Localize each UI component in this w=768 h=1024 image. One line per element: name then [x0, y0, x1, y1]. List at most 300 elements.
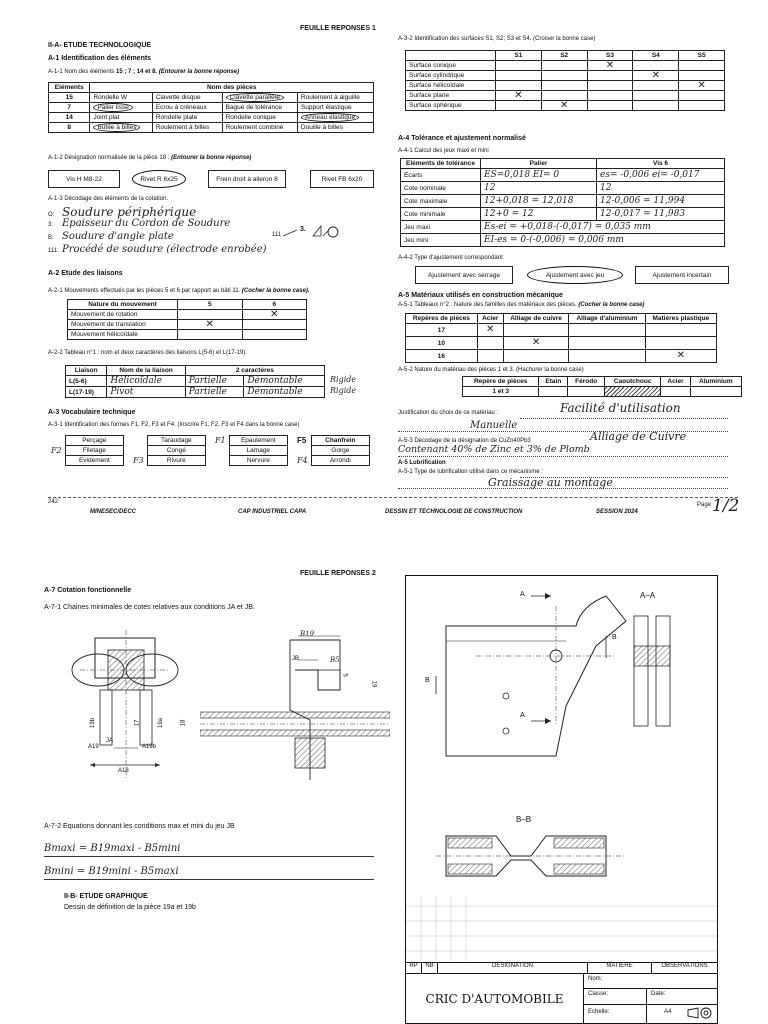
tb-rule-v [646, 988, 647, 1024]
tolerance-answer: ES=0,018 EI= 0 [484, 170, 560, 180]
projection-symbol-icon [686, 1006, 714, 1020]
check-cell[interactable] [569, 337, 645, 350]
table-row [406, 71, 725, 81]
form-answer-cell[interactable] [212, 446, 229, 456]
table-row [48, 446, 124, 456]
form-label: Rivure [147, 456, 205, 466]
palier-cell[interactable] [481, 182, 597, 195]
table-row [130, 456, 206, 466]
check-cell[interactable]: ✕ [477, 324, 503, 337]
col-noms: Nom des pièces [90, 83, 374, 93]
form-label: Nervure [229, 456, 287, 466]
tb-nom: Nom: [588, 976, 603, 982]
form-group-table [48, 435, 124, 466]
lbl-19: 19 [370, 680, 377, 688]
part-name: Roulement à aiguille [300, 94, 360, 101]
table-row [49, 113, 374, 123]
element-number: 14 [49, 113, 90, 123]
liaison-answer: Partielle [188, 376, 227, 386]
check-cell[interactable] [178, 310, 243, 320]
tb-rp: RP [406, 963, 422, 973]
part-name: Douille à billes [300, 124, 343, 131]
decode-marker: O: [48, 212, 55, 218]
footer-exam: CAP INDUSTRIEL CAPA [238, 509, 307, 515]
lbl-b19: B19 [300, 630, 315, 638]
check-cell[interactable] [477, 337, 503, 350]
part-drawing [406, 576, 717, 961]
form-answer-cell[interactable] [48, 436, 65, 446]
check-cell[interactable] [503, 350, 569, 363]
a5-heading: A-5 Matériaux utilisés en construction mécanique [398, 292, 563, 299]
form-answer: F5 [297, 436, 307, 445]
lbl-jb: JB [292, 656, 300, 662]
a32-question: A-3-2 Identification des surfaces S1, S2, S3 et S4. (Croiser la bonne case) [398, 36, 596, 42]
check-cell[interactable] [496, 101, 542, 111]
a72-question: A-7-2 Equations donnant les conditions max et mini du jeu JB [44, 823, 235, 830]
check-cell[interactable] [633, 91, 679, 101]
jeu-answer-cell[interactable] [481, 221, 725, 234]
form-label: Chanfrein [311, 436, 369, 446]
table-row [406, 81, 725, 91]
form-label: Filetage [65, 446, 123, 456]
a13-symbol-111: 111 [272, 232, 282, 238]
check-cell[interactable]: ✕ [496, 91, 542, 101]
liaison-answer: Hélicoïdale [110, 376, 162, 386]
tb-nb: NB [422, 963, 438, 973]
vis-cell[interactable] [597, 195, 725, 208]
part-ref: 1 et 3 [463, 387, 539, 397]
part-name-cell[interactable] [222, 123, 297, 133]
tolerance-label: Jeu maxi [401, 221, 481, 234]
form-answer-cell[interactable] [212, 456, 229, 466]
table-row [48, 436, 124, 446]
lbl-19a: 19a [158, 717, 165, 729]
check-cell[interactable] [679, 101, 725, 111]
tb-format: A4 [664, 1009, 672, 1015]
table-row [406, 350, 717, 363]
a52-table [462, 376, 742, 397]
a12-options [48, 170, 374, 188]
table-row [406, 337, 717, 350]
column-header [406, 51, 496, 61]
tb-classe: Classe: [588, 991, 609, 997]
designation-option[interactable]: Rivet FB 6x20 [310, 170, 374, 188]
column-header: Acier [477, 314, 503, 324]
fit-type-option[interactable]: Ajustement avec serrage [415, 266, 513, 284]
element-number: 7 [49, 103, 90, 113]
material-cell[interactable] [661, 387, 690, 397]
part-name-cell[interactable] [152, 103, 222, 113]
dimension-decode-row [48, 244, 288, 257]
tolerance-answer: 12+0,018 = 12,018 [484, 196, 574, 206]
check-cell[interactable]: ✕ [679, 81, 725, 91]
a31-question: A-3-1 Identification des formes F1, F2, F3 et F4. (Inscrire F1, F2, F3 et F4 dans la bonne case) [48, 422, 300, 428]
check-cell[interactable] [477, 350, 503, 363]
table-row [401, 169, 725, 182]
sec-a-top: A [520, 591, 525, 598]
liaison-cell[interactable] [244, 387, 325, 398]
check-cell[interactable]: ✕ [503, 337, 569, 350]
check-cell[interactable] [679, 91, 725, 101]
footer-page: 1/2 [712, 496, 740, 516]
table-row [401, 195, 725, 208]
sec-b-right: B [612, 634, 617, 641]
tolerance-answer: 12-0,017 = 11,983 [600, 209, 686, 219]
part-name-cell[interactable] [90, 123, 152, 133]
column-header: S3 [587, 51, 633, 61]
part-name: Clavette disque [155, 94, 201, 101]
liaison-cell[interactable] [185, 376, 244, 387]
surface-label: Surface hélicoïdale [406, 81, 496, 91]
check-cell[interactable] [496, 81, 542, 91]
part-name: Anneau élastique [301, 113, 359, 122]
iib-subtitle: Dessin de définition de la pièce 19a et 19b [64, 904, 196, 911]
liaison-cell[interactable] [107, 376, 185, 387]
jeu-answer: EI-es = 0-(-0,006) = 0,006 mm [484, 235, 624, 245]
element-number: 8 [49, 123, 90, 133]
equation-max: Bmaxi = B19maxi - B5mini [44, 843, 181, 854]
part-name: Ecrou à créneaux [155, 104, 207, 111]
form-label: Epaulement [229, 436, 287, 446]
movement-label: Mouvement hélicoïdale [68, 330, 178, 340]
form-label: Evidement [65, 456, 123, 466]
part-name-cell[interactable] [297, 103, 373, 113]
a31-forms [48, 435, 374, 475]
liaison-cell[interactable] [185, 387, 244, 398]
part-name-cell[interactable] [222, 113, 297, 123]
part-name: Rondelle conique [225, 114, 276, 121]
column-header: S4 [633, 51, 679, 61]
table-row [212, 456, 288, 466]
sec-b-left: B [425, 677, 430, 684]
footer-session: SESSION 2024 [596, 509, 638, 515]
a51-lub-question: A-5-1 Type de lubrification utilisé dans ce mécanisme : [398, 469, 543, 475]
sec-a-bottom: A [520, 712, 525, 719]
table-row [294, 446, 370, 456]
dimension-decode-row [48, 231, 288, 244]
form-label: Lamage [229, 446, 287, 456]
a52-question: A-5-2 Nature du matériau des pièces 1 et 3. (Hachurer la bonne case) [398, 367, 584, 373]
decode-answer: Epaisseur du Cordon de Soudure [62, 218, 231, 229]
check-cell[interactable] [496, 61, 542, 71]
dimension-decode-row [48, 205, 288, 218]
check-cell[interactable] [503, 324, 569, 337]
a53-question: A-5-3 Décodage de la désignation de CuZn40Pb3 [398, 438, 531, 444]
check-cell[interactable] [679, 71, 725, 81]
form-label: Gorge [311, 446, 369, 456]
jeu-answer-cell[interactable] [481, 234, 725, 247]
footer-rule [48, 497, 738, 498]
part-name-cell[interactable] [90, 113, 152, 123]
column-header: Acier [661, 377, 690, 387]
part-name-cell[interactable] [222, 103, 297, 113]
section-iib-title: II-B- ETUDE GRAPHIQUE [64, 893, 148, 900]
liaison-answer: Partielle [188, 387, 227, 397]
column-header: Eléments de tolérance [401, 159, 481, 169]
material-cell[interactable] [568, 387, 605, 397]
check-cell[interactable] [645, 337, 716, 350]
check-cell[interactable] [633, 61, 679, 71]
column-header: S5 [679, 51, 725, 61]
table-row [401, 208, 725, 221]
column-header: 6 [242, 300, 307, 310]
lbl-b5: B5 [330, 656, 340, 664]
form-answer-cell[interactable] [48, 446, 65, 456]
footer-subject: DESSIN ET TECHNOLOGIE DE CONSTRUCTION [385, 509, 523, 515]
lbl-17: 17 [134, 719, 141, 727]
table-row [294, 456, 370, 466]
part-name: Butée à billes [93, 123, 140, 132]
palier-cell[interactable] [481, 208, 597, 221]
part-name-cell[interactable] [90, 103, 152, 113]
a53-answer: Alliage de Cuivre [590, 430, 687, 443]
lbl-5: 5 [341, 673, 348, 677]
check-cell[interactable] [569, 350, 645, 363]
part-name-cell[interactable] [152, 123, 222, 133]
part-name: Clavette parallèle [226, 93, 284, 102]
material-cell[interactable] [605, 387, 661, 397]
justif-label: Justification du choix de ce matériau : [398, 410, 499, 416]
tb-echelle: Echelle: [588, 1009, 610, 1015]
a41-table [400, 158, 725, 247]
form-answer-cell[interactable] [294, 456, 311, 466]
part-name-cell[interactable] [152, 113, 222, 123]
liaison-extra-character: Rigide [330, 386, 357, 395]
check-cell[interactable]: ✕ [541, 101, 587, 111]
check-cell[interactable] [633, 81, 679, 91]
tolerance-label: Jeu mini [401, 234, 481, 247]
form-label: Taraudage [147, 436, 205, 446]
lbl-a19b: A19b [142, 744, 157, 750]
column-header: 2 caractères [185, 366, 324, 376]
dimension-decode-row [48, 218, 288, 231]
check-cell[interactable]: ✕ [633, 71, 679, 81]
a51-table [405, 313, 717, 363]
palier-cell[interactable] [481, 195, 597, 208]
check-cell[interactable] [541, 91, 587, 101]
form-group-table [294, 435, 370, 466]
tb-rule-1 [584, 988, 717, 989]
column-header: Alliage de cuivre [503, 314, 569, 324]
lub-answer: Graissage au montage [488, 476, 613, 489]
liaison-label: L(5-6) [66, 376, 107, 387]
table-row [406, 324, 717, 337]
header-row [406, 314, 717, 324]
part-name-cell[interactable] [297, 123, 373, 133]
element-number: 15 [49, 93, 90, 103]
equation-min: Bmini = B19mini - B5maxi [44, 866, 179, 877]
lbl-18: 18 [180, 719, 187, 727]
part-name-cell[interactable] [222, 93, 297, 103]
column-header: Alliage d'aluminium [569, 314, 645, 324]
check-cell[interactable] [633, 101, 679, 111]
tolerance-answer: 12 [484, 183, 496, 193]
decode-marker: 111: [48, 248, 59, 254]
check-cell[interactable] [496, 71, 542, 81]
decode-answer: Procédé de soudure (électrode enrobée) [62, 244, 267, 255]
liaison-answer: Démontable [247, 387, 303, 397]
surface-label: Surface sphérique [406, 101, 496, 111]
lbl-a19: A19 [88, 744, 99, 750]
table-row [212, 436, 288, 446]
table-row [68, 330, 307, 340]
part-ref: 17 [406, 324, 478, 337]
tolerance-answer: es= -0,006 ei= -0,017 [600, 170, 700, 180]
a11-question: A-1-1 Nom des éléments 15 ; 7 ; 14 et 8. (Entourer la bonne réponse) [48, 69, 240, 75]
eq-line-1 [44, 856, 374, 857]
designation-option[interactable]: Rivet R 6x25 [132, 170, 186, 188]
check-cell[interactable] [587, 91, 633, 101]
a21-table [67, 299, 307, 340]
check-cell[interactable] [587, 101, 633, 111]
form-answer-cell[interactable] [294, 436, 311, 446]
lbl-a18: A18 [118, 768, 129, 774]
part-name: Roulement à billes [155, 124, 210, 131]
a21-question: A-2-1 Mouvements effectués par les pièces 5 et 6 par rapport au bâti 11. (Cocher la bonne case). [48, 288, 310, 294]
form-answer: F2 [51, 446, 62, 455]
form-answer-cell[interactable] [212, 436, 229, 446]
section-iia-title: II-A- ETUDE TECHNOLOGIQUE [48, 42, 152, 49]
liaison-extra-character: Rigide [330, 375, 357, 384]
part-name: Rondelle W [93, 94, 128, 101]
column-header: 5 [178, 300, 243, 310]
part-name: Roulement combiné [225, 124, 284, 131]
tb-matiere: MATIERE [588, 963, 652, 973]
column-header: Aluminium [690, 377, 741, 387]
decode-marker: B: [48, 235, 54, 241]
a51-question: A-5-1 Tableaux n°2 : Nature des familles des matériaux des pièces. (Cocher la bonne case) [398, 302, 645, 308]
part-name: Support élastique [300, 104, 352, 111]
form-answer-cell[interactable] [130, 436, 147, 446]
a53-answer-2: Contenant 40% de Zinc et 3% de Plomb [398, 444, 590, 455]
surface-label: Surface conique [406, 61, 496, 71]
surface-label: Surface cylindrique [406, 71, 496, 81]
table-row [66, 376, 325, 387]
table-row [401, 234, 725, 247]
fit-type-option[interactable]: Ajustement avec jeu [527, 266, 623, 284]
justif-answer: Facilité d'utilisation [560, 401, 681, 415]
check-cell[interactable]: ✕ [242, 310, 307, 320]
check-cell[interactable]: ✕ [645, 350, 716, 363]
tolerance-label: Cote nominale [401, 182, 481, 195]
check-cell[interactable]: ✕ [587, 61, 633, 71]
check-cell[interactable] [242, 320, 307, 330]
check-cell[interactable] [569, 324, 645, 337]
sec-aa: A–A [640, 591, 656, 600]
liaison-answer: Démontable [247, 376, 303, 386]
header-row [406, 51, 725, 61]
form-answer-cell[interactable] [294, 446, 311, 456]
decode-answer: Soudure périphérique [62, 205, 197, 219]
check-cell[interactable] [645, 324, 716, 337]
vis-cell[interactable] [597, 169, 725, 182]
part-ref: 16 [406, 350, 478, 363]
form-label: Arrondi [311, 456, 369, 466]
a42-options [415, 266, 725, 284]
form-answer-cell[interactable] [130, 456, 147, 466]
tb-date: Date: [651, 991, 666, 997]
tolerance-label: Cote minimale [401, 208, 481, 221]
check-cell[interactable] [679, 61, 725, 71]
part-name-cell[interactable] [90, 93, 152, 103]
fit-type-option[interactable]: Ajustement incertain [635, 266, 729, 284]
part-name-cell[interactable] [297, 113, 373, 123]
liaison-cell[interactable] [107, 387, 185, 398]
column-header: Liaison [66, 366, 107, 376]
part-name: Palier lisse [93, 103, 132, 112]
tolerance-label: Ecarts [401, 169, 481, 182]
form-group-table [130, 435, 206, 466]
check-cell[interactable] [541, 81, 587, 91]
column-header: Vis 6 [597, 159, 725, 169]
check-cell[interactable]: ✕ [178, 320, 243, 330]
table-row [401, 182, 725, 195]
designation-option[interactable]: Frein droit à aileron 8 [208, 170, 286, 188]
palier-cell[interactable] [481, 169, 597, 182]
title-block [406, 962, 717, 1024]
material-cell[interactable] [690, 387, 741, 397]
table-row [463, 387, 742, 397]
column-header: S1 [496, 51, 542, 61]
designation-option[interactable]: Vis H M8-22 [48, 170, 120, 188]
check-cell[interactable] [242, 330, 307, 340]
check-cell[interactable] [587, 81, 633, 91]
header-row [401, 159, 725, 169]
check-cell[interactable] [541, 71, 587, 81]
tb-designation: DESIGNATION [438, 963, 588, 973]
column-header: Nom de la liaison [107, 366, 185, 376]
a13-question: A-1-3 Décodage des éléments de la cotation. [48, 196, 169, 202]
column-header: S2 [541, 51, 587, 61]
form-answer-cell[interactable] [48, 456, 65, 466]
table-row [401, 221, 725, 234]
vis-cell[interactable] [597, 208, 725, 221]
liaison-cell[interactable] [244, 376, 325, 387]
footer-page-label: Page [697, 502, 712, 508]
table-row [130, 436, 206, 446]
column-header: Repères de pièces [406, 314, 478, 324]
vis-cell[interactable] [597, 182, 725, 195]
movement-label: Mouvement de translation [68, 320, 178, 330]
tb-rule-2 [584, 1004, 717, 1005]
material-cell[interactable] [539, 387, 568, 397]
table-row [49, 93, 374, 103]
footer-num: 242 [48, 499, 59, 505]
part-name-cell[interactable] [152, 93, 222, 103]
tolerance-label: Cote maximale [401, 195, 481, 208]
table-row [406, 61, 725, 71]
liaison-label: L(17-19) [66, 387, 107, 398]
a41-question: A-4-1 Calcul des jeux maxi et mini [398, 148, 489, 154]
a22-extra-notes [330, 375, 370, 397]
a13-symbol-3: 3. [300, 226, 306, 233]
header-row [66, 366, 325, 376]
header-row [463, 377, 742, 387]
a42-question: A-4-2 Type d'ajustement correspondant [398, 255, 503, 261]
check-cell[interactable] [541, 61, 587, 71]
check-cell[interactable] [178, 330, 243, 340]
justif-answer-2: Manuelle [470, 420, 518, 431]
table-row [66, 387, 325, 398]
check-cell[interactable] [587, 71, 633, 81]
column-header: Férodo [568, 377, 605, 387]
a22-table [65, 365, 325, 398]
column-header: Palier [481, 159, 597, 169]
justif-line-1 [520, 418, 728, 419]
part-name-cell[interactable] [297, 93, 373, 103]
form-answer-cell[interactable] [130, 446, 147, 456]
liaison-answer: Pivot [110, 387, 134, 397]
